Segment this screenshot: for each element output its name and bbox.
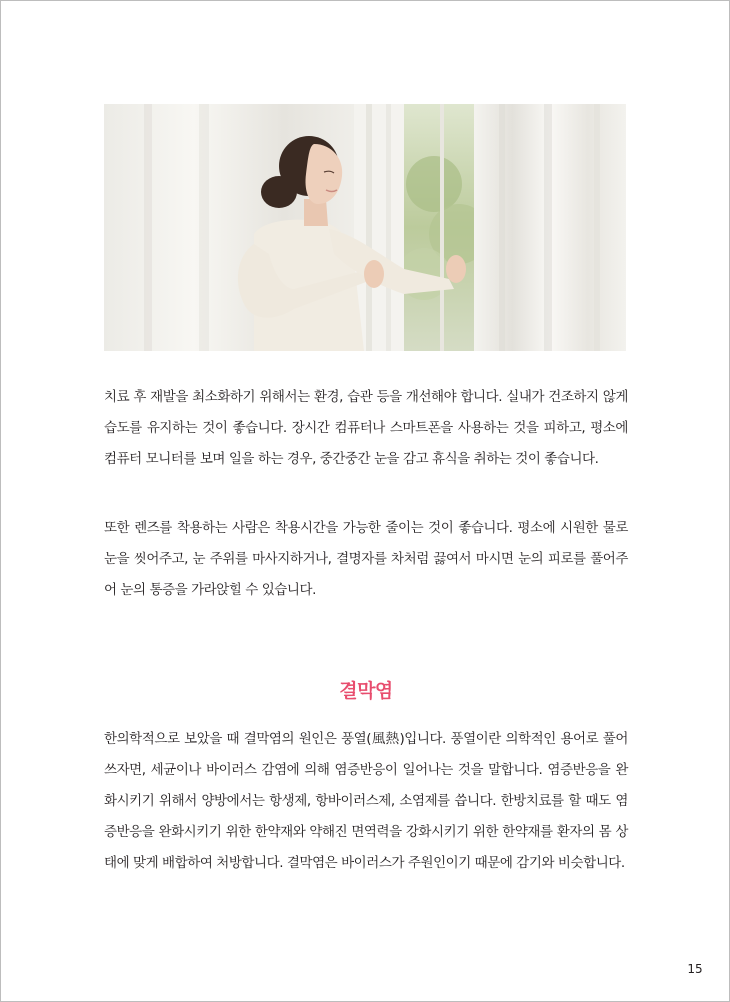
page-number: 15 <box>687 962 703 976</box>
section-title: 결막염 <box>339 680 393 702</box>
woman-opening-curtains-photo <box>104 104 626 351</box>
conjunctivitis-paragraph: 한의학적으로 보았을 때 결막염의 원인은 풍열(風熱)입니다. 풍열이란 의학적인 용어로 풀어쓰자면, 세균이나 바이러스 감염에 의해 염증반응이 일어나는 것을 말합니다. 염증반응을 완화시키기 위해서 양방에서는 항생제, 항바이러스제, 소염제를 씁니다. 한방치료를 할 때도 염증반응을 완화시키기 위한 한약재와 약해진 면역력을 강화시키기 위한 한약재를 환자의 몸 상태에 맞게 배합하여 처방합니다. 결막염은 바이러스가 주원인이기 때문에 감기와 비슷합니다. <box>104 731 628 871</box>
intro-paragraph: 치료 후 재발을 최소화하기 위해서는 환경, 습관 등을 개선해야 합니다. 실내가 건조하지 않게 습도를 유지하는 것이 좋습니다. 장시간 컴퓨터나 스마트폰을 사용하는 것을 피하고, 평소에 컴퓨터 모니터를 보며 일을 하는 경우, 중간중간 눈을 감고 휴식을 취하는 것이 좋습니다. <box>104 389 628 467</box>
lens-care-paragraph: 또한 렌즈를 착용하는 사람은 착용시간을 가능한 줄이는 것이 좋습니다. 평소에 시원한 물로 눈을 씻어주고, 눈 주위를 마사지하거나, 결명자를 차처럼 끓여서 마시면 눈의 피로를 풀어주어 눈의 통증을 가라앉힐 수 있습니다. <box>104 520 628 598</box>
